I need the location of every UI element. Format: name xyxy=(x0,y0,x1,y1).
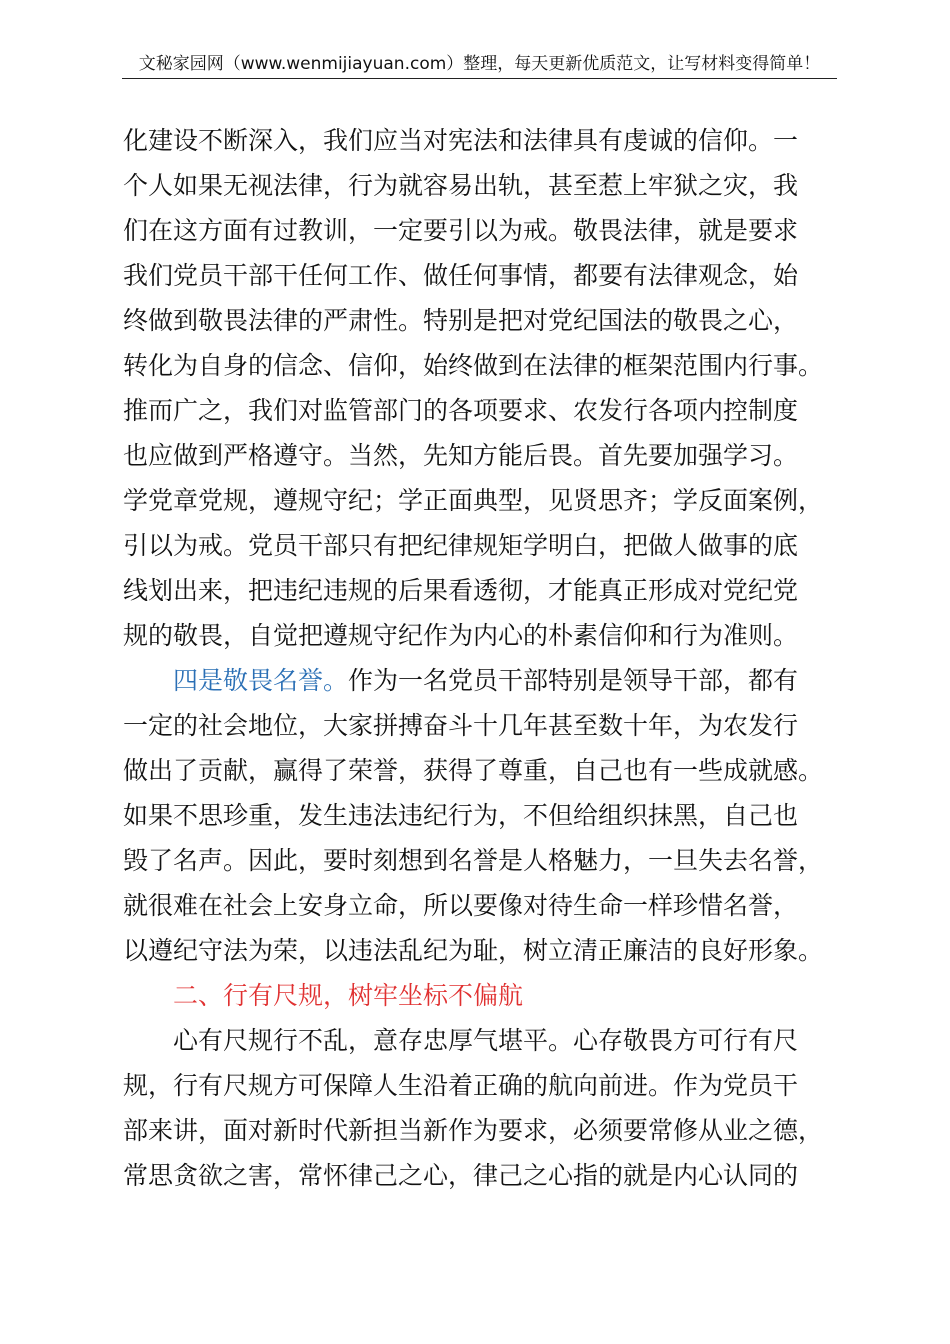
paragraph-text: 作为一名党员干部特别是领导干部，都有 xyxy=(348,666,799,695)
paragraph-line: 就很难在社会上安身立命，所以要像对待生命一样珍惜名誉， xyxy=(123,891,799,920)
paragraph-first-line: 心有尺规行不乱，意存忠厚气堪平。心存敬畏方可行有尺 xyxy=(173,1026,799,1055)
paragraph-line: 规，行有尺规方可保障人生沿着正确的航向前进。作为党员干 xyxy=(123,1071,799,1100)
paragraph-line: 个人如果无视法律，行为就容易出轨，甚至惹上牢狱之灾，我 xyxy=(123,171,799,200)
paragraph-line: 一定的社会地位，大家拼搏奋斗十几年甚至数十年，为农发行 xyxy=(123,711,799,740)
paragraph-line: 如果不思珍重，发生违法违纪行为，不但给组织抹黑，自己也 xyxy=(123,801,799,830)
paragraph-line: 我们党员干部干任何工作、做任何事情，都要有法律观念，始 xyxy=(123,261,799,290)
document-body xyxy=(123,118,838,1198)
paragraph-line: 引以为戒。党员干部只有把纪律规矩学明白，把做人做事的底 xyxy=(123,531,799,560)
paragraph-line: 以遵纪守法为荣，以违法乱纪为耻，树立清正廉洁的良好形象。 xyxy=(123,936,824,965)
paragraph-line: 毁了名声。因此，要时刻想到名誉是人格魅力，一旦失去名誉， xyxy=(123,846,824,875)
paragraph-line: 部来讲，面对新时代新担当新作为要求，必须要常修从业之德， xyxy=(123,1116,824,1145)
page-header: 文秘家园网（www.wenmijiayuan.com）整理，每天更新优质范文，让写材料变得简单！ xyxy=(138,54,821,74)
paragraph-line: 常思贪欲之害，常怀律己之心，律己之心指的就是内心认同的 xyxy=(123,1161,799,1190)
paragraph-line: 化建设不断深入，我们应当对宪法和法律具有虔诚的信仰。一 xyxy=(123,126,799,155)
paragraph-line: 推而广之，我们对监管部门的各项要求、农发行各项内控制度 xyxy=(123,396,799,425)
paragraph-line: 终做到敬畏法律的严肃性。特别是把对党纪国法的敬畏之心， xyxy=(123,306,799,335)
subheading-honor: 四是敬畏名誉。 xyxy=(173,666,349,695)
section-title: 二、行有尺规，树牢坐标不偏航 xyxy=(173,981,524,1010)
header-divider xyxy=(122,78,837,79)
paragraph-first-line xyxy=(123,658,838,703)
paragraph-line: 也应做到严格遵守。当然，先知方能后畏。首先要加强学习。 xyxy=(123,441,799,470)
paragraph-line: 们在这方面有过教训，一定要引以为戒。敬畏法律，就是要求 xyxy=(123,216,799,245)
paragraph-line: 转化为自身的信念、信仰，始终做到在法律的框架范围内行事。 xyxy=(123,351,824,380)
paragraph-line: 线划出来，把违纪违规的后果看透彻，才能真正形成对党纪党 xyxy=(123,576,799,605)
paragraph-line: 做出了贡献，赢得了荣誉，获得了尊重，自己也有一些成就感。 xyxy=(123,756,824,785)
paragraph-line: 规的敬畏，自觉把遵规守纪作为内心的朴素信仰和行为准则。 xyxy=(123,621,799,650)
paragraph-line: 学党章党规，遵规守纪；学正面典型，见贤思齐；学反面案例， xyxy=(123,486,824,515)
